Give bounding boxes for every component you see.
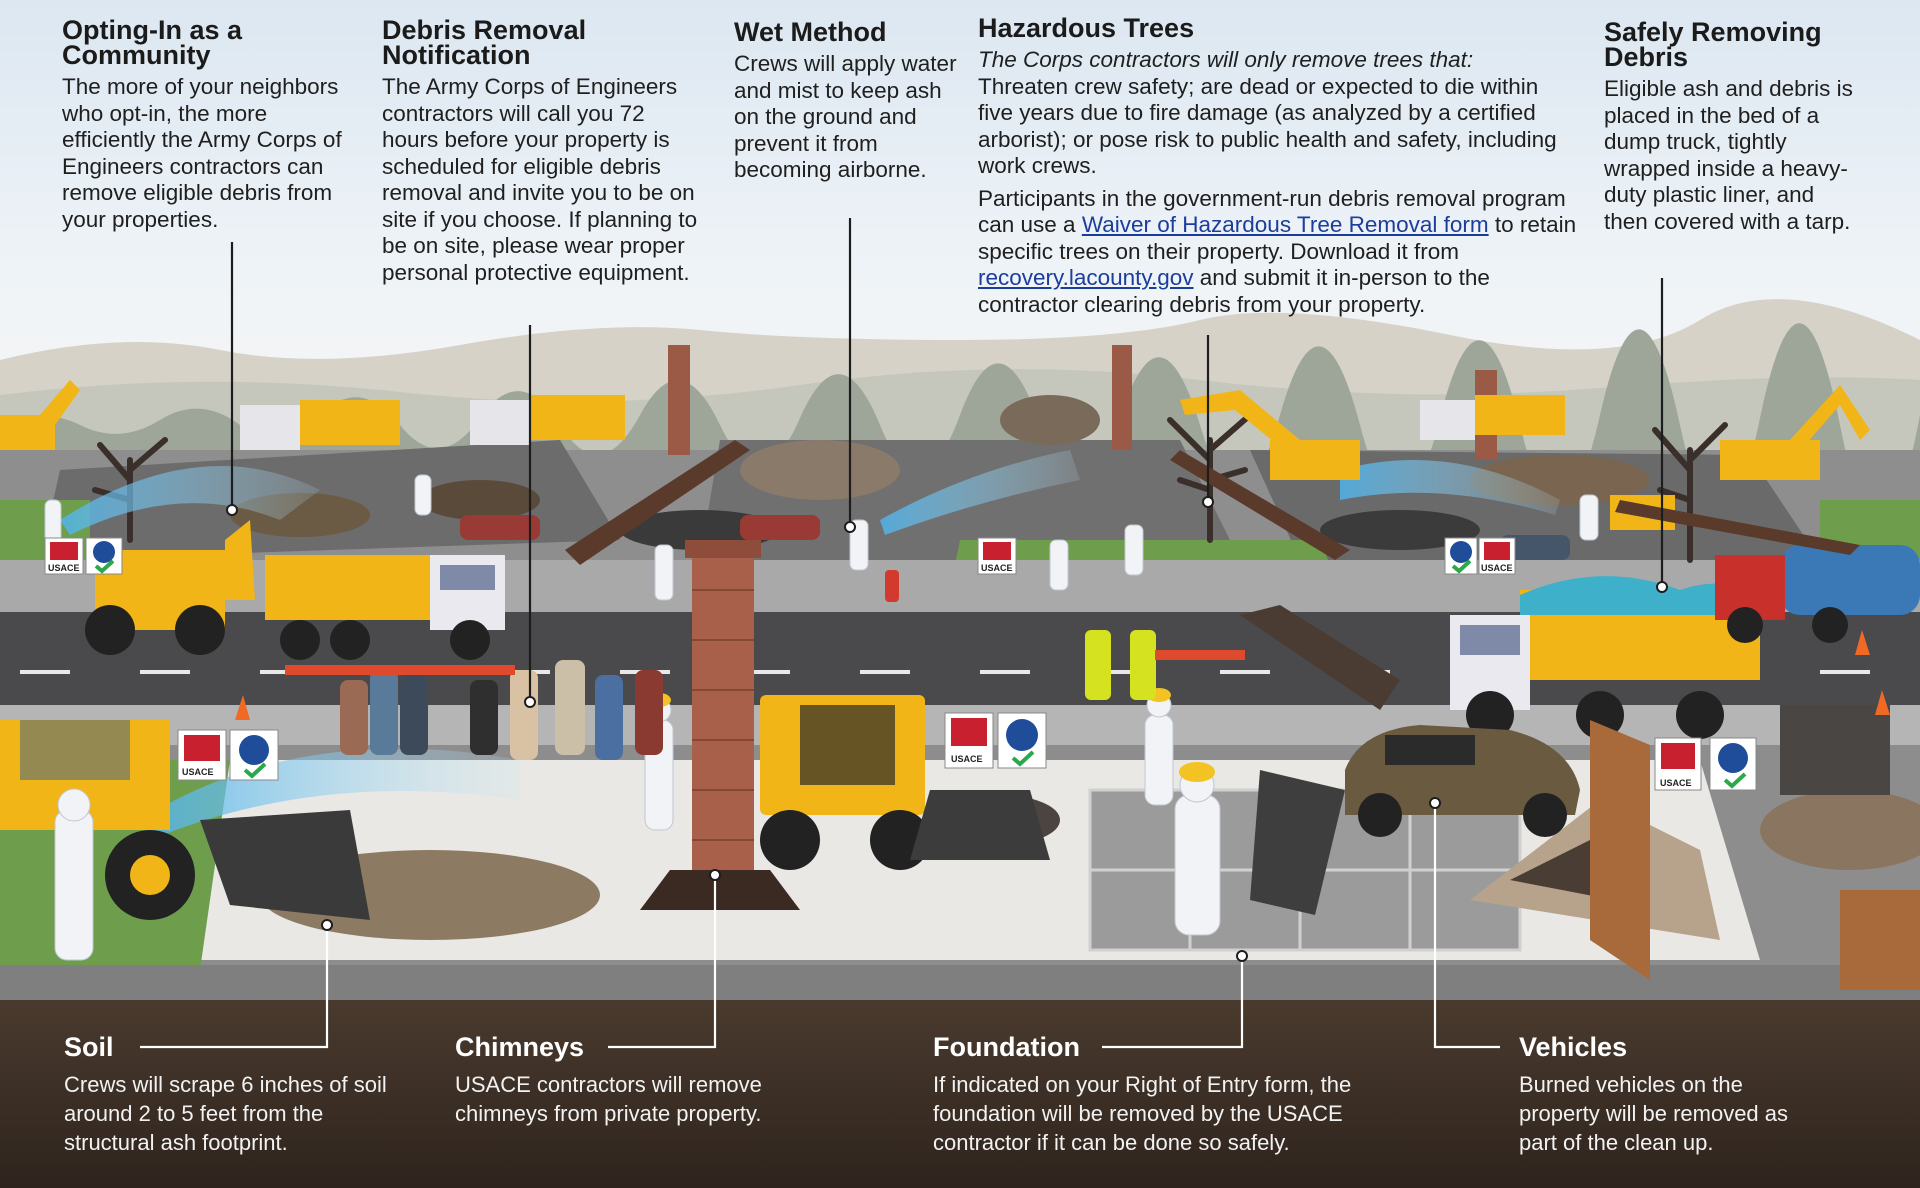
svg-text:USACE: USACE (1660, 778, 1692, 788)
callout-intro: The Corps contractors will only remove trees that: (978, 47, 1474, 72)
callout-body: Crews will scrape 6 inches of soil around 2 to 5 feet from the structural ash footprint. (64, 1072, 387, 1155)
callout-chimneys (455, 1032, 825, 1128)
callout-safely-removing (1604, 17, 1854, 235)
burned-appliance (1780, 705, 1890, 795)
waiver-form-link[interactable]: Waiver of Hazardous Tree Removal form (1081, 212, 1489, 237)
svg-text:USACE: USACE (1481, 563, 1513, 573)
callout-title: Wet Method (734, 17, 887, 47)
callout-foundation (933, 1032, 1403, 1157)
callout-debris-notification (382, 15, 702, 286)
callout-body: Crews will apply water and mist to keep ash on the ground and prevent it from becoming airborne. (734, 51, 957, 182)
callout-vehicles (1519, 1032, 1819, 1157)
chimney-back (1112, 345, 1132, 450)
callout-title: Chimneys (455, 1032, 585, 1062)
callout-title: Safely Removing Debris (1604, 17, 1822, 72)
callout-body: USACE contractors will remove chimneys from private property. (455, 1072, 762, 1126)
callout-body: The Army Corps of Engineers contractors will call you 72 hours before your property is scheduled for eligible debris removal and invite you to be on site if you choose. If planning to be on site, please wear proper personal protective equipment. (382, 74, 698, 285)
svg-text:USACE: USACE (981, 563, 1013, 573)
callout-title: Vehicles (1519, 1032, 1628, 1062)
callout-body: Threaten crew safety; are dead or expected to die within five years due to fire damage (as analyzed by a certified arborist); or pose risk to public health and safety, including work crews. (978, 73, 1557, 178)
svg-text:USACE: USACE (951, 754, 983, 764)
callout-body: Burned vehicles on the property will be removed as part of the clean up. (1519, 1072, 1789, 1155)
callout-wet-method (734, 17, 959, 184)
callout-title: Soil (64, 1032, 114, 1062)
svg-text:USACE: USACE (48, 563, 80, 573)
callout-opting-in (62, 15, 362, 233)
front-curb (0, 965, 1920, 1000)
fire-hydrant (885, 570, 899, 602)
callout-title: Foundation (933, 1032, 1080, 1062)
callout-body: Eligible ash and debris is placed in the bed of a dump truck, tightly wrapped inside a heavy-duty plastic liner, and then covered with a tarp. (1604, 76, 1853, 234)
recovery-site-link[interactable]: recovery.lacounty.gov (978, 265, 1194, 290)
callout-title: Opting-In as a Community (62, 15, 243, 70)
callout-title: Debris Removal Notification (382, 15, 587, 70)
callout-body: The more of your neighbors who opt-in, the more efficiently the Army Corps of Engineers contractors can remove eligible debris from your properties. (62, 74, 342, 232)
callout-paragraph-2: Participants in the government-run debris removal program can use a Waiver of Hazardous Tree Removal form to retain specific trees on their property. Download it from recovery.lacounty.gov and submit it in-person to the contractor clearing debris from your property. (978, 185, 1577, 317)
callout-body: If indicated on your Right of Entry form, the foundation will be removed by the USACE contractor if it can be done so safely. (933, 1072, 1352, 1155)
chimney-back (668, 345, 690, 455)
svg-text:USACE: USACE (182, 767, 214, 777)
callout-soil (64, 1032, 404, 1157)
callout-title: Hazardous Trees (978, 13, 1195, 43)
callout-hazardous-trees (978, 13, 1578, 318)
